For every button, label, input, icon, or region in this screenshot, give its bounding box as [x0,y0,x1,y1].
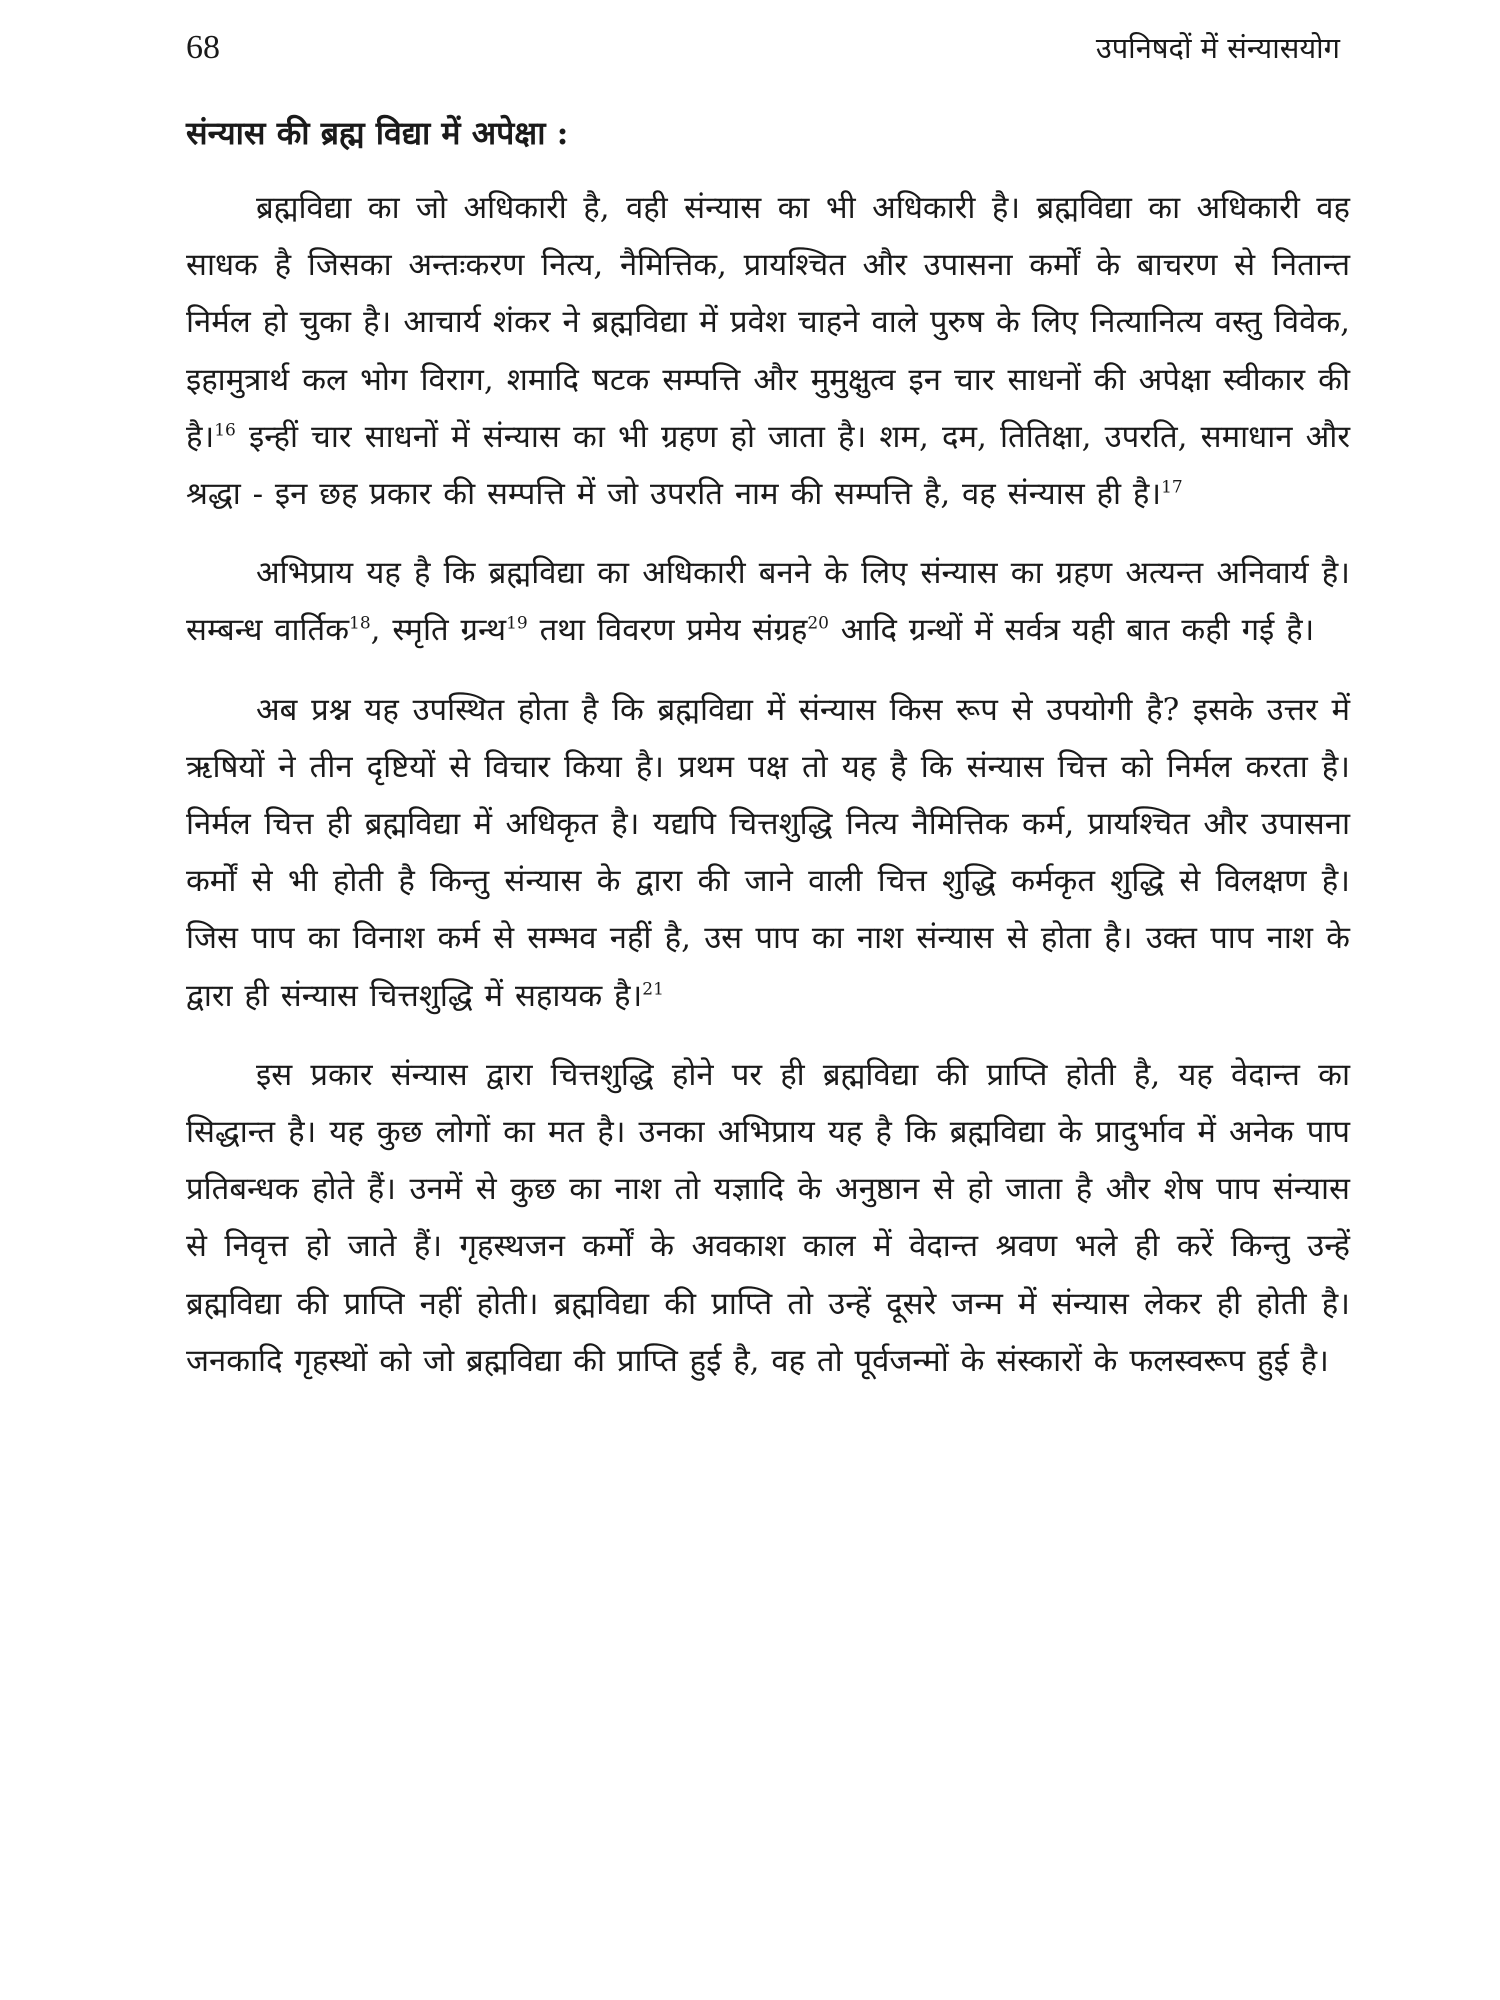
paragraph-4 [186,1047,1350,1390]
paragraph-2-text-continued: , स्मृति ग्रन्थ [370,612,507,649]
footnote-ref-20: 20 [807,614,829,635]
running-header [186,28,1340,68]
section-heading: संन्यास की ब्रह्म विद्या में अपेक्षा : [186,114,569,152]
paragraph-3 [186,682,1350,1025]
paragraph-2-text-continued-3: आदि ग्रन्थों में सर्वत्र यही बात कही गई है। [828,612,1315,649]
footnote-ref-19: 19 [506,614,528,635]
footnote-ref-17: 17 [1161,477,1183,498]
paragraph-2-text-continued-2: तथा विवरण प्रमेय संग्रह [527,612,808,649]
paragraph-1-text-continued: इन्हीं चार साधनों में संन्यास का भी ग्रहण हो जाता है। शम, दम, तितिक्षा, उपरति, समाधान और श्रद्धा - इन छह प्रकार की सम्पत्ति में जो उपरति नाम की सम्पत्ति है, वह संन्यास ही है। [186,418,1350,513]
page-number: 68 [186,29,220,66]
paragraph-3-text: अब प्रश्न यह उपस्थित होता है कि ब्रह्मविद्या में संन्यास किस रूप से उपयोगी है? इसके उत्तर में ऋषियों ने तीन दृष्टियों से विचार किया है। प्रथम पक्ष तो यह है कि संन्यास चित्त को निर्मल करता है। निर्मल चित्त ही ब्रह्मविद्या में अधिकृत है। यद्यपि चित्तशुद्धि नित्य नैमित्तिक कर्म, प्रायश्चित और उपासना कर्मों से भी होती है किन्तु संन्यास के द्वारा की जाने वाली चित्त शुद्धि कर्मकृत शुद्धि से विलक्षण है। जिस पाप का विनाश कर्म से सम्भव नहीं है, उस पाप का नाश संन्यास से होता है। उक्त पाप नाश के द्वारा ही संन्यास चित्तशुद्धि में सहायक है। [186,691,1350,1014]
paragraph-1 [186,180,1350,523]
footnote-ref-21: 21 [642,979,664,1000]
paragraph-4-text: इस प्रकार संन्यास द्वारा चित्तशुद्धि होने पर ही ब्रह्मविद्या की प्राप्ति होती है, यह वेदान्त का सिद्धान्त है। यह कुछ लोगों का मत है। उनका अभिप्राय यह है कि ब्रह्मविद्या के प्रादुर्भाव में अनेक पाप प्रतिबन्धक होते हैं। उनमें से कुछ का नाश तो यज्ञादि के अनुष्ठान से हो जाता है और शेष पाप संन्यास से निवृत्त हो जाते हैं। गृहस्थजन कर्मों के अवकाश काल में वेदान्त श्रवण भले ही करें किन्तु उन्हें ब्रह्मविद्या की प्राप्ति नहीं होती। ब्रह्मविद्या की प्राप्ति तो उन्हें दूसरे जन्म में संन्यास लेकर ही होती है। जनकादि गृहस्थों को जो ब्रह्मविद्या की प्राप्ति हुई है, वह तो पूर्वजन्मों के संस्कारों के फलस्वरूप हुई है। [186,1056,1350,1379]
footnote-ref-16: 16 [214,420,236,441]
paragraph-2-text: अभिप्राय यह है कि ब्रह्मविद्या का अधिकारी बनने के लिए संन्यास का ग्रहण अत्यन्त अनिवार्य है। सम्बन्ध वार्तिक [186,555,1350,649]
running-title: उपनिषदों में संन्यासयोग [1095,31,1340,65]
paragraph-2 [186,545,1350,659]
paragraph-1-text: ब्रह्मविद्या का जो अधिकारी है, वही संन्यास का भी अधिकारी है। ब्रह्मविद्या का अधिकारी वह साधक है जिसका अन्तःकरण नित्य, नैमित्तिक, प्रायश्चित और उपासना कर्मों के बाचरण से नितान्त निर्मल हो चुका है। आचार्य शंकर ने ब्रह्मविद्या में प्रवेश चाहने वाले पुरुष के लिए नित्यानित्य वस्तु विवेक, इहामुत्रार्थ कल भोग विराग, शमादि षटक सम्पत्ति और मुमुक्षुत्व इन चार साधनों की अपेक्षा स्वीकार की है। [186,190,1350,455]
footnote-ref-18: 18 [349,614,371,635]
